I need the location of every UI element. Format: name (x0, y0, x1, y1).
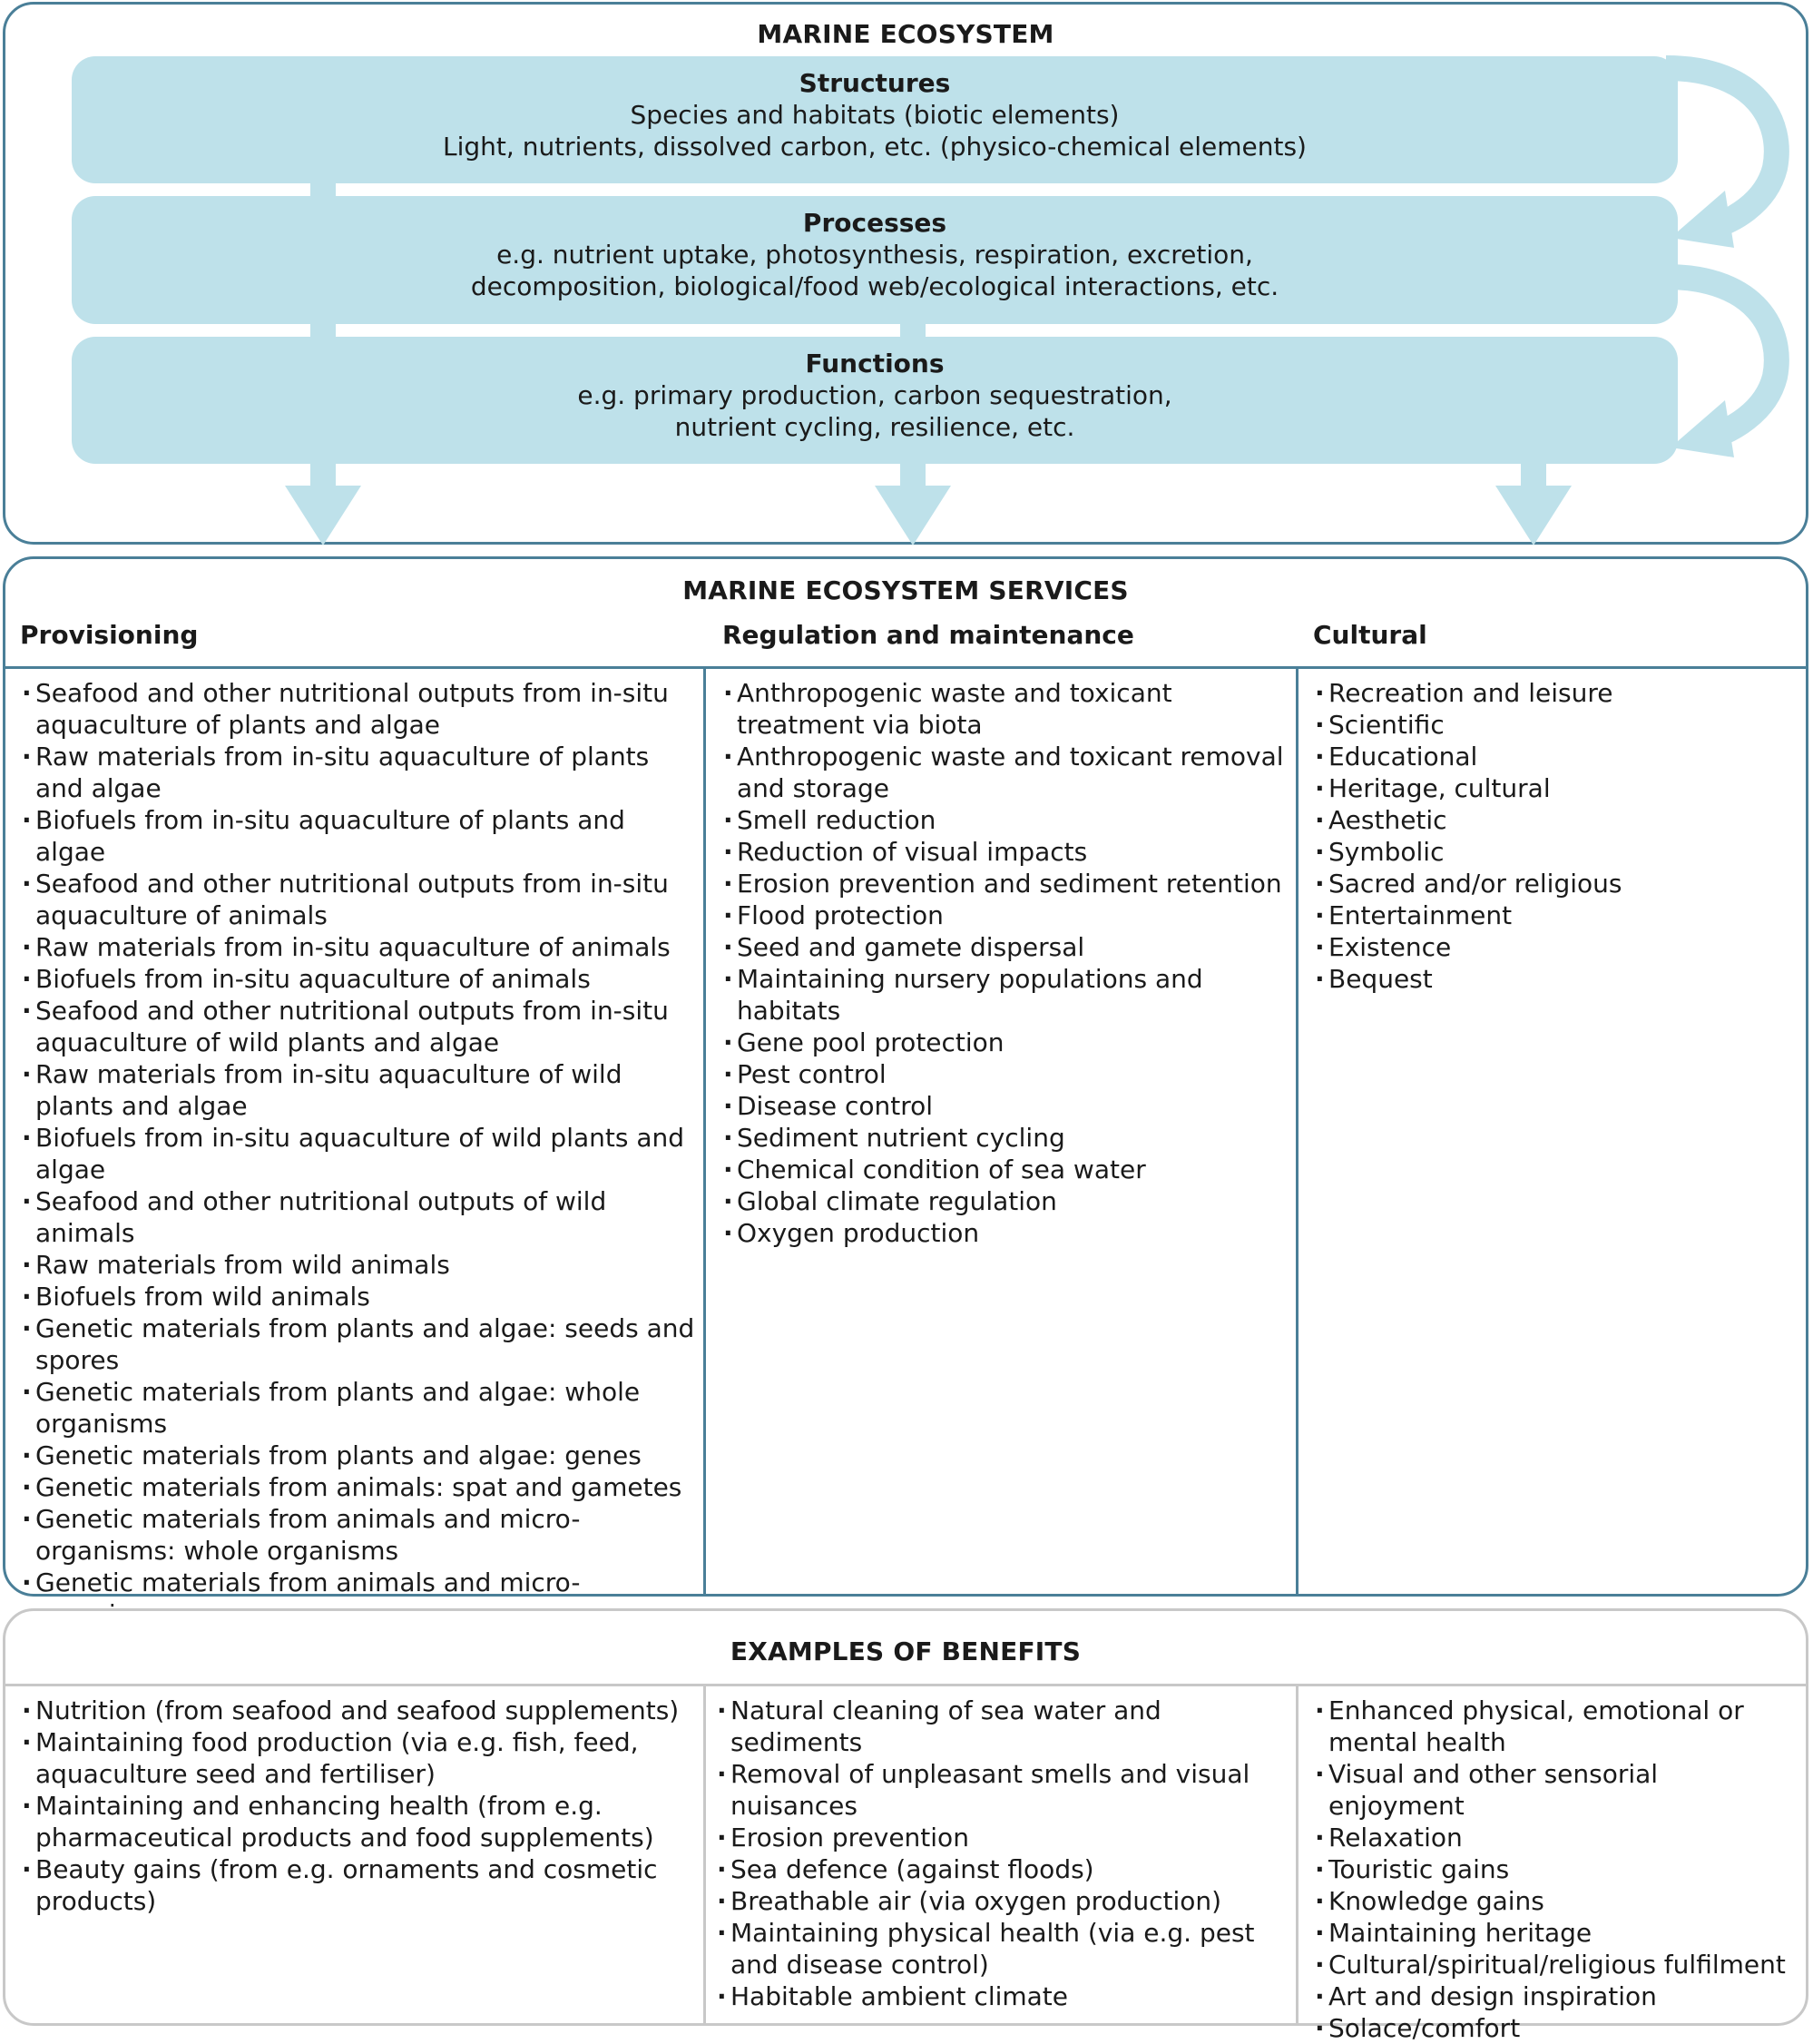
benefit-item: · Visual and other sensorial enjoyment (1315, 1758, 1800, 1822)
service-item: · Heritage, cultural (1315, 772, 1796, 804)
service-item: · Sacred and/or religious (1315, 868, 1796, 899)
cultural-heading: Cultural (1313, 620, 1427, 650)
service-item: · Genetic materials from plants and algae: seeds and spores (22, 1312, 698, 1376)
processes-line-2: decomposition, biological/food web/ecological interactions, etc. (470, 271, 1279, 301)
benefit-item: · Maintaining food production (via e.g. fish, feed, aquaculture seed and fertiliser) (22, 1726, 698, 1790)
benefit-item: · Removal of unpleasant smells and visual nuisances (717, 1758, 1284, 1822)
service-item: · Raw materials from in-situ aquaculture of animals (22, 931, 698, 963)
service-item: · Genetic materials from plants and algae: genes (22, 1440, 698, 1471)
service-item: · Biofuels from wild animals (22, 1281, 698, 1312)
benefit-item: · Enhanced physical, emotional or mental health (1315, 1695, 1800, 1758)
service-item: · Symbolic (1315, 836, 1796, 868)
service-item: · Gene pool protection (723, 1027, 1286, 1058)
benefits-header-divider (5, 1684, 1806, 1686)
service-item: · Educational (1315, 741, 1796, 772)
service-item: · Aesthetic (1315, 804, 1796, 836)
service-item: · Existence (1315, 931, 1796, 963)
service-item: · Biofuels from in-situ aquaculture of animals (22, 963, 698, 995)
benefits-provisioning-list (22, 1695, 698, 1917)
benefit-item: · Nutrition (from seafood and seafood supplements) (22, 1695, 698, 1726)
service-item: · Seed and gamete dispersal (723, 931, 1286, 963)
benefit-item: · Erosion prevention (717, 1822, 1284, 1853)
benefit-item: · Beauty gains (from e.g. ornaments and cosmetic products) (22, 1853, 698, 1917)
services-column-divider-2 (1296, 666, 1298, 1594)
service-item: · Entertainment (1315, 899, 1796, 931)
functions-line-2: nutrient cycling, resilience, etc. (674, 412, 1075, 442)
service-item: · Genetic materials from animals and micro-organisms: whole organisms (22, 1503, 698, 1567)
processes-heading: Processes (802, 208, 947, 238)
cultural-list (1315, 677, 1796, 995)
services-header-divider (5, 666, 1806, 669)
service-item: · Flood protection (723, 899, 1286, 931)
ecosystem-title: MARINE ECOSYSTEM (757, 19, 1054, 49)
service-item: · Reduction of visual impacts (723, 836, 1286, 868)
functions-line-1: e.g. primary production, carbon sequestration, (577, 380, 1172, 410)
down-arrow-left-icon (285, 458, 361, 545)
benefits-column-divider-2 (1296, 1684, 1298, 2023)
structures-block (72, 56, 1678, 183)
service-item: · Chemical condition of sea water (723, 1154, 1286, 1185)
benefits-column-divider-1 (703, 1684, 706, 2023)
benefit-item: · Maintaining heritage (1315, 1917, 1800, 1949)
functions-block (72, 337, 1678, 464)
service-item: · Genetic materials from animals: spat and gametes (22, 1471, 698, 1503)
service-item: · Erosion prevention and sediment retention (723, 868, 1286, 899)
service-item: · Seafood and other nutritional outputs from in-situ aquaculture of plants and algae (22, 677, 698, 741)
service-item: · Biofuels from in-situ aquaculture of plants and algae (22, 804, 698, 868)
service-item: · Raw materials from in-situ aquaculture of plants and algae (22, 741, 698, 804)
service-item: · Sediment nutrient cycling (723, 1122, 1286, 1154)
structures-heading: Structures (799, 68, 951, 98)
service-item: · Biofuels from in-situ aquaculture of wild plants and algae (22, 1122, 698, 1185)
benefits-title: EXAMPLES OF BENEFITS (730, 1636, 1082, 1666)
marine-ecosystem-panel (3, 2, 1808, 545)
service-item: · Oxygen production (723, 1217, 1286, 1249)
service-item: · Scientific (1315, 709, 1796, 741)
structures-line-1: Species and habitats (biotic elements) (630, 100, 1120, 130)
service-item: · Seafood and other nutritional outputs from in-situ aquaculture of animals (22, 868, 698, 931)
processes-block (72, 196, 1678, 324)
functions-heading: Functions (805, 349, 945, 378)
service-item: · Anthropogenic waste and toxicant treatment via biota (723, 677, 1286, 741)
service-item: · Smell reduction (723, 804, 1286, 836)
provisioning-list (22, 677, 698, 1630)
benefit-item: · Habitable ambient climate (717, 1980, 1284, 2012)
service-item: · Raw materials from wild animals (22, 1249, 698, 1281)
benefit-item: · Natural cleaning of sea water and sediments (717, 1695, 1284, 1758)
curved-arrow-head-2-icon (1671, 400, 1734, 457)
service-item: · Recreation and leisure (1315, 677, 1796, 709)
service-item: · Genetic materials from animals and micro- (22, 1567, 698, 1630)
curved-arrow-head-1-icon (1671, 191, 1734, 248)
services-title: MARINE ECOSYSTEM SERVICES (682, 575, 1129, 605)
benefit-item: · Sea defence (against floods) (717, 1853, 1284, 1885)
benefit-item: · Breathable air (via oxygen production) (717, 1885, 1284, 1917)
benefits-cultural-list (1315, 1695, 1800, 2044)
benefit-item: · Maintaining physical health (via e.g. pest and disease control) (717, 1917, 1284, 1980)
ecosystem-services-panel (3, 556, 1808, 1597)
down-arrow-middle-icon (875, 458, 951, 545)
service-item: · Pest control (723, 1058, 1286, 1090)
benefit-item: · Touristic gains (1315, 1853, 1800, 1885)
regulation-list (723, 677, 1286, 1249)
benefits-panel (3, 1608, 1808, 2043)
provisioning-heading: Provisioning (20, 620, 199, 650)
down-arrow-right-icon (1495, 458, 1572, 545)
benefit-item: · Knowledge gains (1315, 1885, 1800, 1917)
regulation-heading: Regulation and maintenance (722, 620, 1134, 650)
service-item: · Seafood and other nutritional outputs from in-situ aquaculture of wild plants and algae (22, 995, 698, 1058)
benefit-item: · Cultural/spiritual/religious fulfilment (1315, 1949, 1800, 1980)
service-item: · Maintaining nursery populations and habitats (723, 963, 1286, 1027)
service-item: · Seafood and other nutritional outputs of wild animals (22, 1185, 698, 1249)
service-item: · Bequest (1315, 963, 1796, 995)
service-item: · Disease control (723, 1090, 1286, 1122)
service-item: · Genetic materials from plants and algae: whole organisms (22, 1376, 698, 1440)
benefit-item: · Solace/comfort (1315, 2012, 1800, 2044)
benefit-item: · Art and design inspiration (1315, 1980, 1800, 2012)
benefit-item: · Relaxation (1315, 1822, 1800, 1853)
structures-line-2: Light, nutrients, dissolved carbon, etc. (physico-chemical elements) (443, 132, 1307, 162)
benefit-item: · Maintaining and enhancing health (from e.g. pharmaceutical products and food supplements) (22, 1790, 698, 1853)
processes-line-1: e.g. nutrient uptake, photosynthesis, respiration, excretion, (496, 240, 1253, 270)
benefits-regulation-list (717, 1695, 1284, 2012)
service-item: · Raw materials from in-situ aquaculture of wild plants and algae (22, 1058, 698, 1122)
service-item: · Global climate regulation (723, 1185, 1286, 1217)
service-item: · Anthropogenic waste and toxicant removal and storage (723, 741, 1286, 804)
services-column-divider-1 (703, 666, 706, 1594)
